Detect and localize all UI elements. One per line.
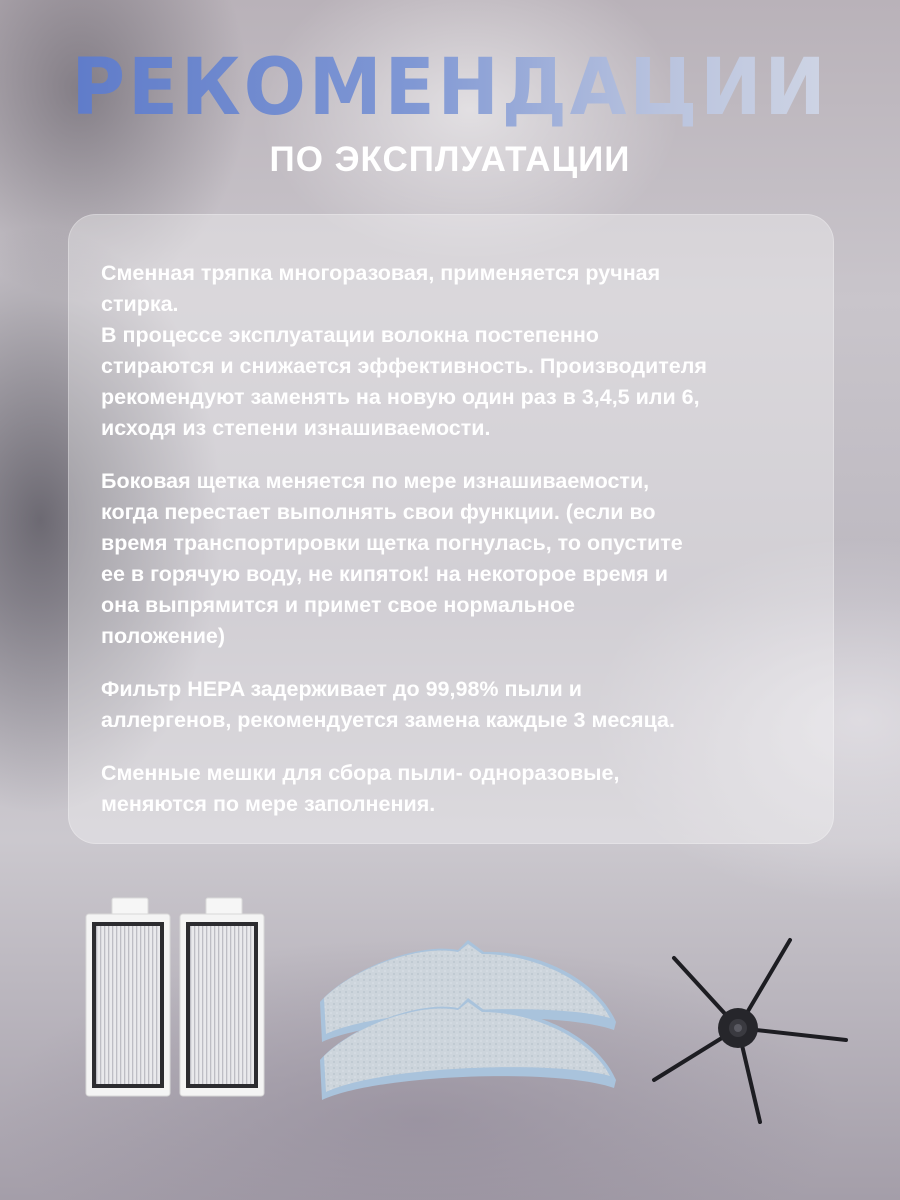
recommendations-text — [101, 258, 821, 820]
hepa-filter-icon — [80, 892, 280, 1102]
mop-pad-icon — [308, 930, 628, 1110]
paragraph-side-brush: Боковая щетка меняется по мере изнашиваемости, когда перестает выполнять свои функции. (если во время транспортировки щетка погнулась, то опустите ее в горячую воду, не кипяток! на некоторое время и она выпрямится и примет свое нормальное положение) — [101, 469, 683, 648]
side-brush-icon — [640, 930, 860, 1130]
page-subtitle: ПО ЭКСПЛУАТАЦИИ — [269, 140, 631, 179]
paragraph-hepa-filter: Фильтр HEPA задерживает до 99,98% пыли и аллергенов, рекомендуется замена каждые 3 месяца. — [101, 677, 675, 732]
paragraph-dust-bags: Сменные мешки для сбора пыли- одноразовые, меняются по мере заполнения. — [101, 761, 620, 816]
page-title: РЕКОМЕНДАЦИИ — [27, 38, 873, 138]
product-images — [0, 880, 900, 1180]
paragraph-mop: Сменная тряпка многоразовая, применяется ручная стирка. В процессе эксплуатации волокна постепенно стираются и снижается эффективность. Производителя рекомендуют заменять на новую один раз в 3,4,5 или 6, исходя из степени изнашиваемости. — [101, 261, 707, 440]
